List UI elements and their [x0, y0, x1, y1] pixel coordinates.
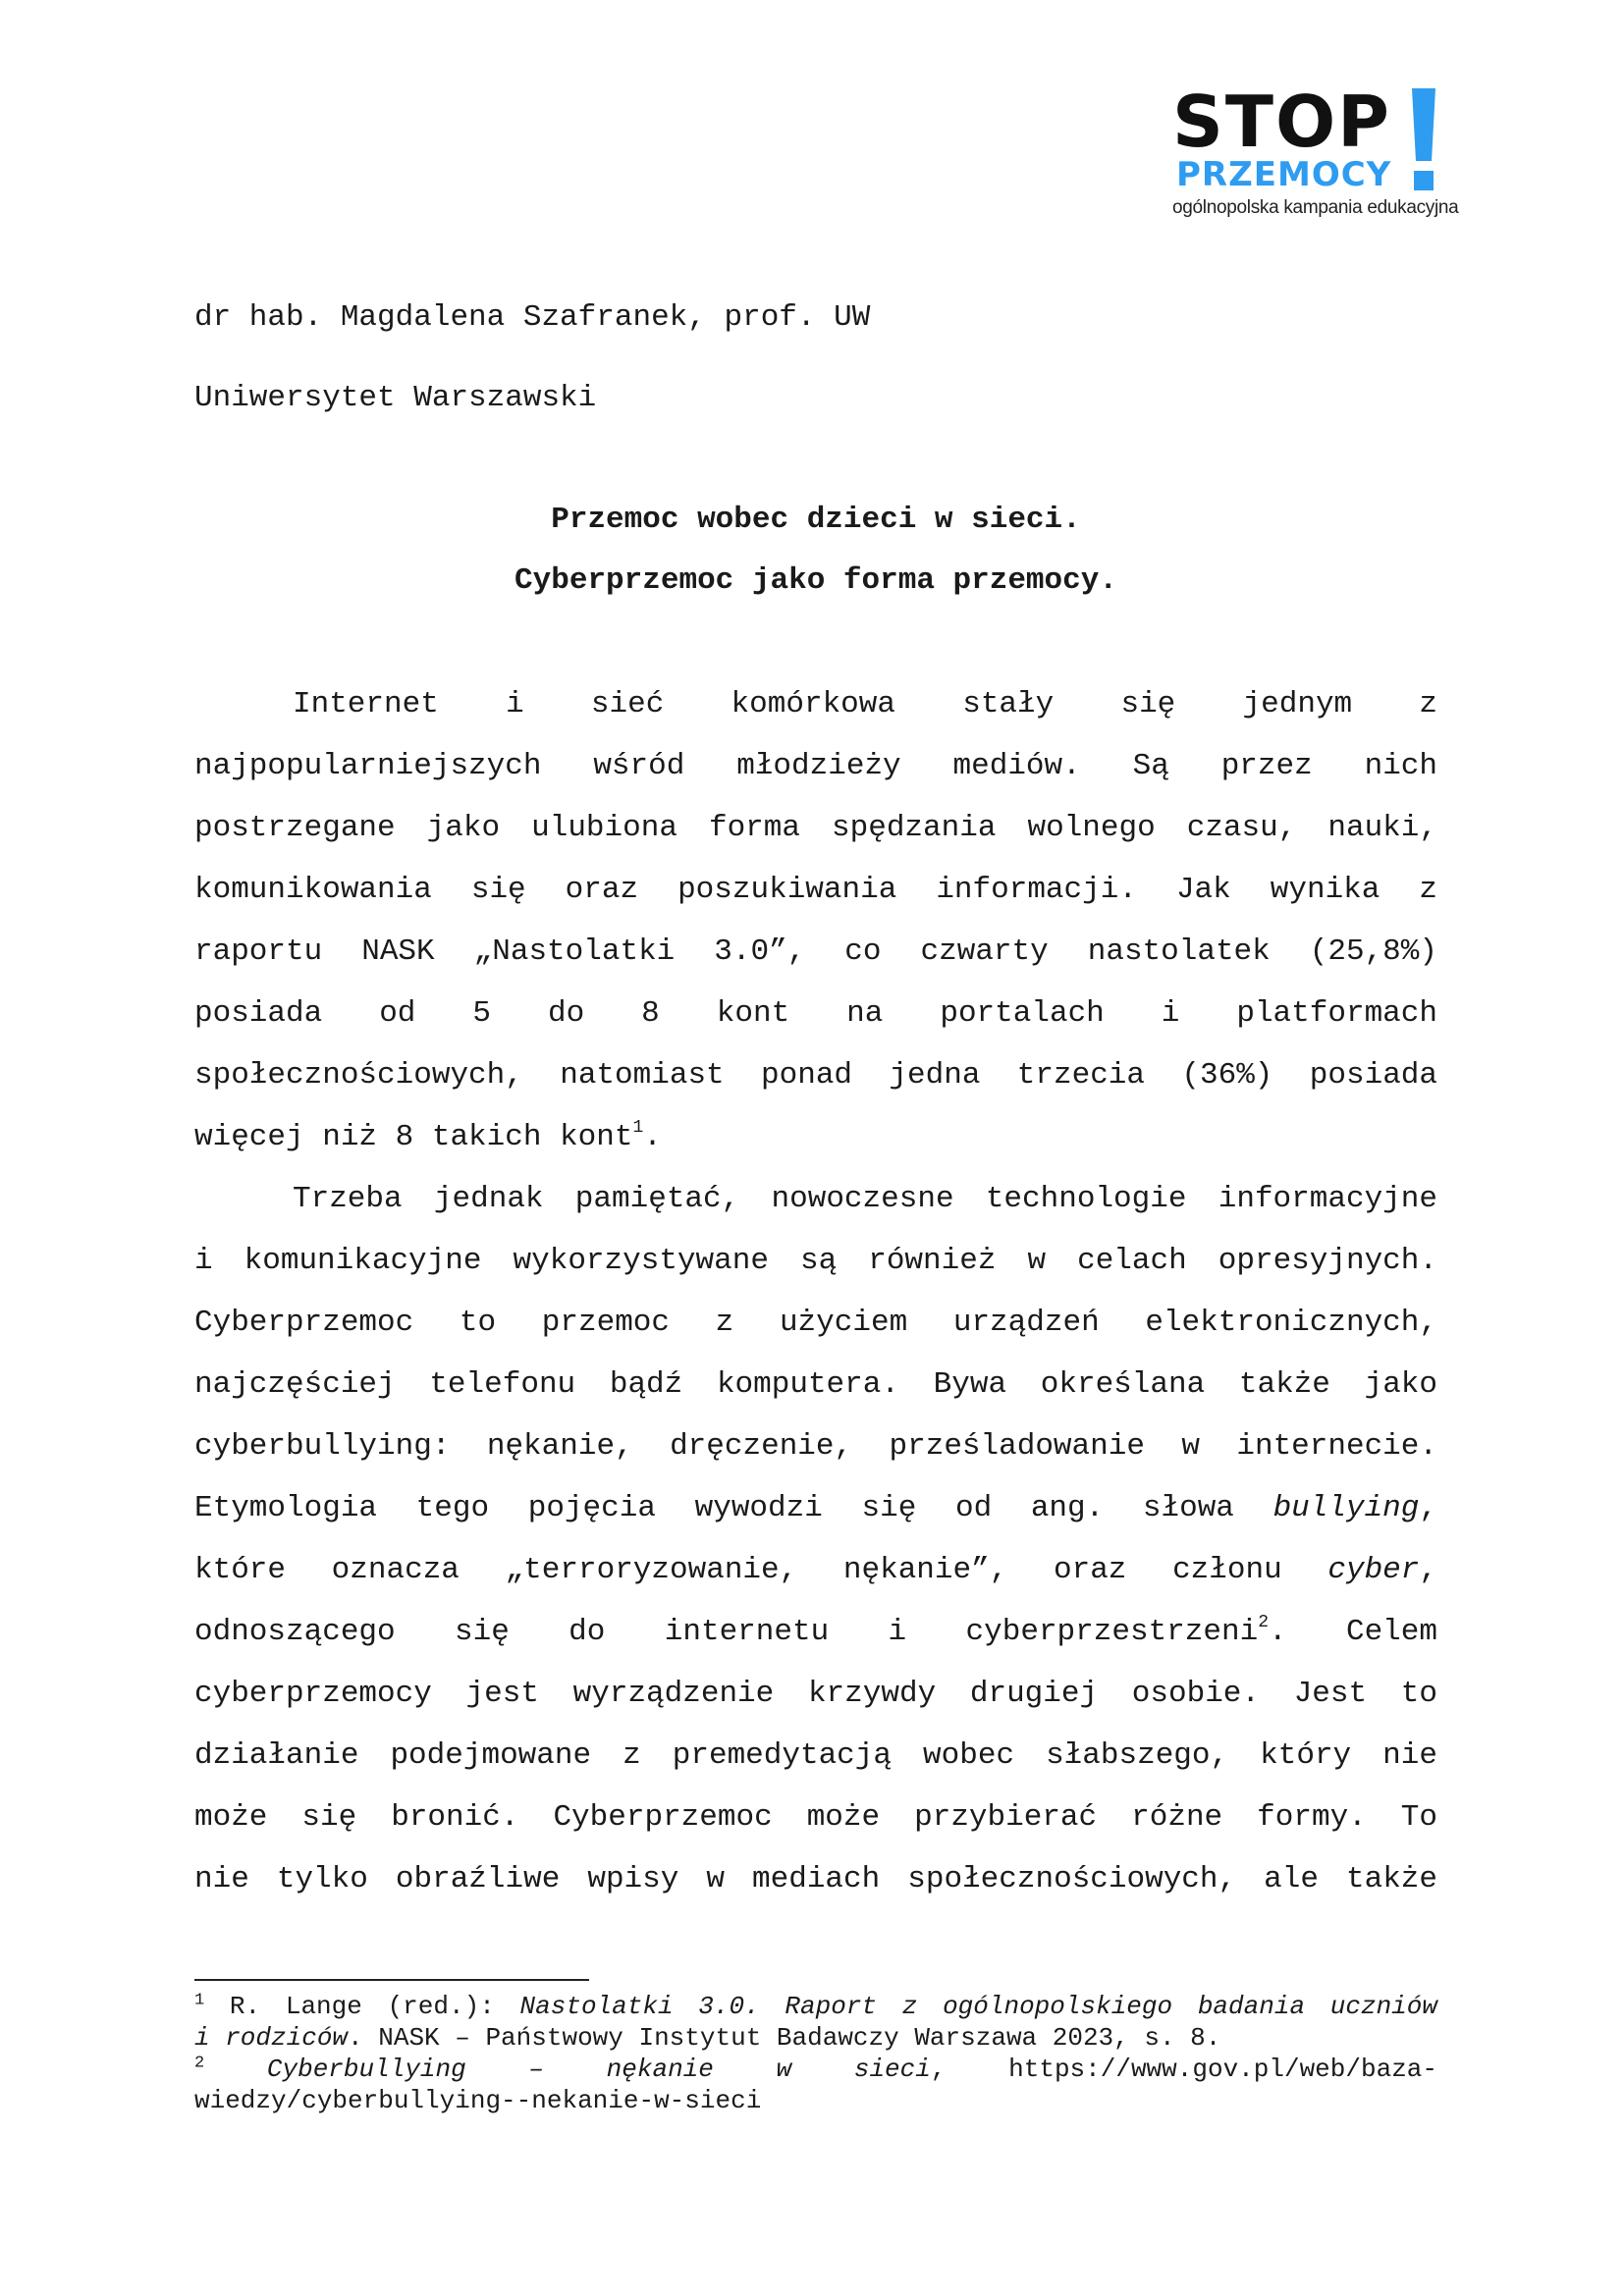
text-segment: .: [643, 1120, 662, 1154]
text-line: cyberbullying: nękanie, dręczenie, prześladowanie w internecie.: [194, 1429, 1437, 1464]
italic-term: bullying: [1272, 1491, 1420, 1525]
text-segment: odnoszącego się do internetu i cyberprzestrzeni: [194, 1615, 1259, 1649]
author-name: dr hab. Magdalena Szafranek, prof. UW: [194, 300, 871, 335]
text-line: raportu NASK „Nastolatki 3.0”, co czwarty nastolatek (25,8%): [194, 934, 1437, 969]
text-line: postrzegane jako ulubiona forma spędzania wolnego czasu, nauki,: [194, 811, 1437, 845]
campaign-logo: [1168, 80, 1459, 224]
text-segment: ,: [1419, 1491, 1437, 1525]
logo-stop-text: STOP: [1172, 80, 1391, 163]
text-line: i komunikacyjne wykorzystywane są również w celach opresyjnych.: [194, 1244, 1437, 1278]
document-title-line-2: Cyberprzemoc jako forma przemocy.: [514, 563, 1117, 598]
document-title-line-1: Przemoc wobec dzieci w sieci.: [551, 503, 1081, 537]
footnote-ref-1[interactable]: 1: [632, 1117, 644, 1138]
text-line: najczęściej telefonu bądź komputera. Bywa określana także jako: [194, 1367, 1437, 1402]
text-line: może się bronić. Cyberprzemoc może przybierać różne formy. To: [194, 1800, 1437, 1835]
logo-tagline: ogólnopolska kampania edukacyjna: [1172, 197, 1459, 218]
document-body: [194, 685, 1437, 1922]
text-segment: R. Lange (red.):: [204, 1992, 520, 2021]
footnote-1-line-2: [194, 2022, 1437, 2054]
text-line: działanie podejmowane z premedytacją wobec słabszego, który nie: [194, 1738, 1437, 1773]
paragraph-2: [194, 1180, 1437, 1922]
text-line: [194, 1118, 1437, 1180]
paragraph-1: [194, 685, 1437, 1180]
footnotes: [194, 1991, 1437, 2116]
text-line: Cyberprzemoc to przemoc z użyciem urządzeń elektronicznych,: [194, 1306, 1437, 1340]
footnote-number: 1: [194, 1991, 205, 2010]
text-line: społecznościowych, natomiast ponad jedna trzecia (36%) posiada: [194, 1058, 1437, 1093]
italic-term: cyber: [1327, 1553, 1420, 1587]
text-line: [194, 1613, 1437, 1675]
footnote-link[interactable]: , https://www.gov.pl/web/baza-: [930, 2055, 1438, 2084]
text-segment: które oznacza „terroryzowanie, nękanie”, oraz członu: [194, 1553, 1328, 1587]
text-segment: ,: [1419, 1553, 1437, 1587]
logo-przemocy-text: PRZEMOCY: [1176, 155, 1392, 194]
footnote-ref-2[interactable]: 2: [1258, 1612, 1269, 1632]
text-line: Trzeba jednak pamiętać, nowoczesne technologie informacyjne: [293, 1182, 1437, 1216]
text-segment: Etymologia tego pojęcia wywodzi się od ang. słowa: [194, 1491, 1273, 1525]
author-affiliation: Uniwersytet Warszawski: [194, 381, 597, 415]
footnote-separator: [194, 1979, 589, 1981]
footnote-2-line-1: [194, 2054, 1437, 2085]
text-line: [194, 1489, 1437, 1551]
text-line: posiada od 5 do 8 kont na portalach i platformach: [194, 996, 1437, 1031]
text-line: najpopularniejszych wśród młodzieży mediów. Są przez nich: [194, 749, 1437, 783]
italic-citation: Cyberbullying – nękanie w sieci: [266, 2055, 931, 2084]
text-line: [194, 1551, 1437, 1613]
text-line: nie tylko obraźliwe wpisy w mediach społecznościowych, ale także: [194, 1862, 1437, 1896]
text-segment: więcej niż 8 takich kont: [194, 1120, 633, 1154]
text-line: cyberprzemocy jest wyrządzenie krzywdy drugiej osobie. Jest to: [194, 1677, 1437, 1711]
text-segment: [204, 2055, 267, 2084]
footnote-number: 2: [194, 2054, 205, 2073]
footnote-1-line-1: [194, 1991, 1437, 2022]
text-line: komunikowania się oraz poszukiwania informacji. Jak wynika z: [194, 873, 1437, 907]
text-line: Internet i sieć komórkowa stały się jednym z: [293, 687, 1437, 721]
footnote-2-line-2[interactable]: wiedzy/cyberbullying--nekanie-w-sieci: [194, 2086, 762, 2115]
text-segment: . NASK – Państwowy Instytut Badawczy Warszawa 2023, s. 8.: [348, 2023, 1221, 2053]
italic-citation: i rodziców: [194, 2023, 349, 2053]
exclamation-icon: [1406, 88, 1439, 192]
italic-citation: Nastolatki 3.0. Raport z ogólnopolskiego badania uczniów: [519, 1992, 1437, 2021]
text-segment: . Celem: [1269, 1615, 1437, 1649]
